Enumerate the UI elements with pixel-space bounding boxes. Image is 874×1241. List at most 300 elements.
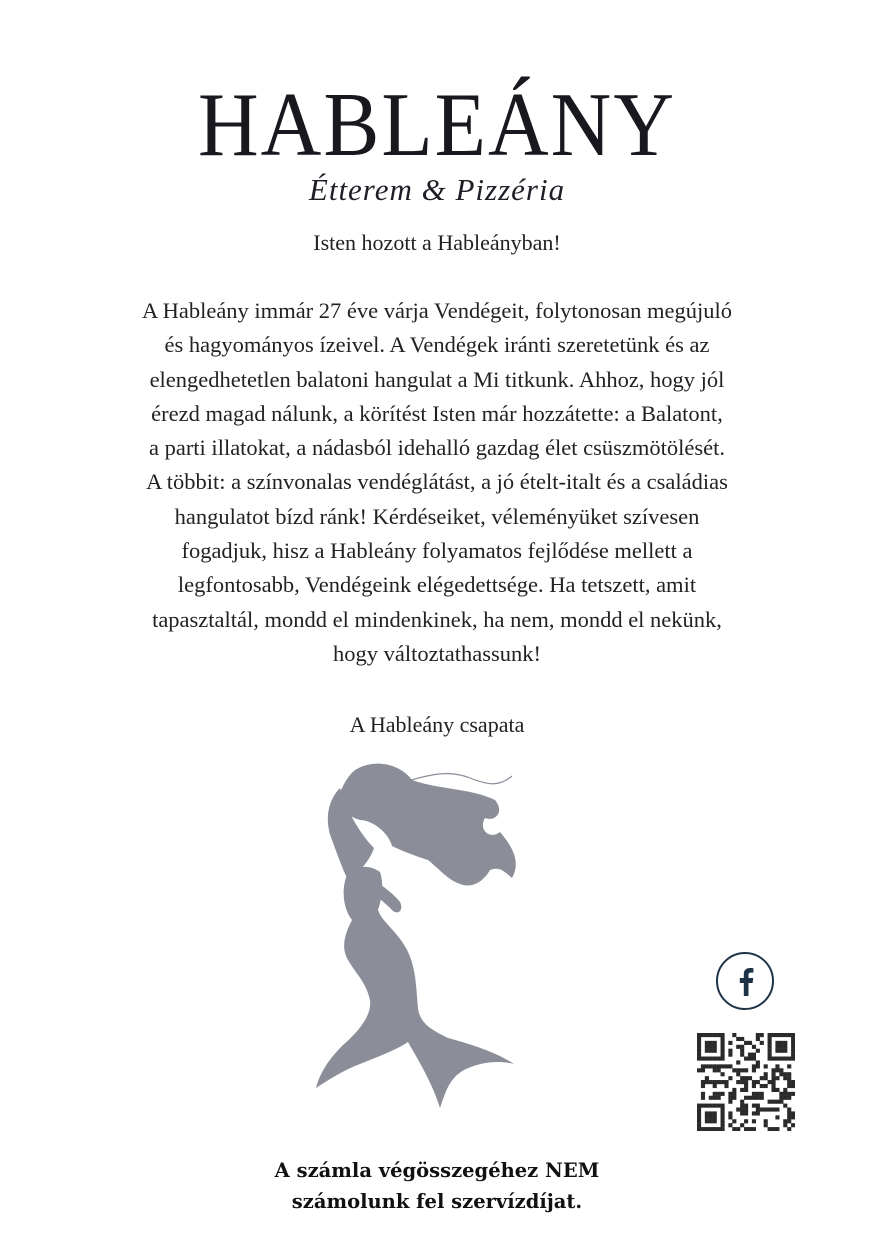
qr-module (752, 1127, 756, 1131)
qr-module (791, 1049, 795, 1053)
qr-module (779, 1068, 783, 1072)
qr-module (732, 1119, 736, 1123)
qr-module (775, 1068, 779, 1072)
qr-module (697, 1119, 701, 1123)
qr-module (744, 1096, 748, 1100)
qr-module (787, 1092, 791, 1096)
welcome-heading: Isten hozott a Hableányban! (313, 230, 561, 255)
qr-module (775, 1064, 779, 1068)
qr-module (740, 1049, 744, 1053)
qr-module (701, 1068, 705, 1072)
qr-module (705, 1076, 709, 1080)
qr-module (713, 1080, 717, 1084)
qr-module (756, 1111, 760, 1115)
qr-module (760, 1092, 764, 1096)
qr-module (717, 1104, 721, 1108)
qr-module (713, 1068, 717, 1072)
qr-module (764, 1123, 768, 1127)
qr-module (787, 1033, 791, 1037)
qr-module (775, 1049, 779, 1053)
qr-module (752, 1119, 756, 1123)
qr-module (728, 1123, 732, 1127)
qr-module (709, 1033, 713, 1037)
qr-module (779, 1092, 783, 1096)
qr-module (744, 1104, 748, 1108)
qr-module (779, 1041, 783, 1045)
qr-module (713, 1115, 717, 1119)
qr-module (705, 1104, 709, 1108)
qr-module (771, 1068, 775, 1072)
qr-module (771, 1057, 775, 1061)
qr-module (713, 1104, 717, 1108)
qr-module (740, 1088, 744, 1092)
qr-module (697, 1111, 701, 1115)
qr-module (717, 1068, 721, 1072)
qr-module (728, 1115, 732, 1119)
qr-module (791, 1033, 795, 1037)
qr-module (787, 1076, 791, 1080)
qr-module (791, 1037, 795, 1041)
paragraph-line: hogy változtathassunk! (332, 640, 542, 666)
qr-module (724, 1080, 728, 1084)
qr-module (771, 1088, 775, 1092)
qr-module (697, 1033, 701, 1037)
qr-module (721, 1115, 725, 1119)
qr-module (779, 1049, 783, 1053)
qr-module (713, 1049, 717, 1053)
qr-module (768, 1053, 772, 1057)
welcome-paragraph (100, 294, 774, 671)
qr-module (721, 1107, 725, 1111)
qr-module (709, 1096, 713, 1100)
facebook-link[interactable] (716, 952, 774, 1010)
qr-module (697, 1115, 701, 1119)
qr-module (697, 1123, 701, 1127)
qr-module (752, 1064, 756, 1068)
qr-module (752, 1111, 756, 1115)
qr-module (701, 1033, 705, 1037)
paragraph-line: a parti illatokat, a nádasból idehalló gazdag élet csüszmötölését. (148, 435, 726, 461)
qr-module (764, 1072, 768, 1076)
qr-module (721, 1033, 725, 1037)
qr-module (728, 1076, 732, 1080)
qr-module (701, 1092, 705, 1096)
paragraph-line: elengedhetetlen balatoni hangulat a Mi titkunk. Ahhoz, hogy jól (149, 366, 725, 392)
qr-module (775, 1033, 779, 1037)
qr-module (775, 1045, 779, 1049)
qr-module (721, 1057, 725, 1061)
brand-title: HABLEÁNY (198, 75, 676, 176)
qr-module (787, 1107, 791, 1111)
qr-module (697, 1068, 701, 1072)
qr-module (701, 1127, 705, 1131)
qr-module (721, 1080, 725, 1084)
qr-module (717, 1057, 721, 1061)
qr-module (740, 1068, 744, 1072)
qr-module (787, 1064, 791, 1068)
qr-module (740, 1080, 744, 1084)
qr-module (717, 1064, 721, 1068)
qr-module (771, 1100, 775, 1104)
qr-module (709, 1115, 713, 1119)
qr-module (717, 1092, 721, 1096)
qr-module (787, 1119, 791, 1123)
qr-module (775, 1057, 779, 1061)
qr-module (791, 1115, 795, 1119)
qr-module (752, 1057, 756, 1061)
qr-module (697, 1053, 701, 1057)
qr-module (728, 1092, 732, 1096)
qr-module (756, 1060, 760, 1064)
qr-module (728, 1053, 732, 1057)
qr-module (756, 1037, 760, 1041)
qr-module (713, 1111, 717, 1115)
qr-module (791, 1045, 795, 1049)
qr-module (783, 1045, 787, 1049)
qr-module (764, 1119, 768, 1123)
qr-module (783, 1123, 787, 1127)
qr-module (740, 1053, 744, 1057)
qr-module (717, 1033, 721, 1037)
qr-module (752, 1068, 756, 1072)
qr-module (740, 1100, 744, 1104)
qr-module (697, 1045, 701, 1049)
qr-module (752, 1092, 756, 1096)
qr-module (717, 1096, 721, 1100)
qr-module (775, 1115, 779, 1119)
qr-module (736, 1072, 740, 1076)
qr-module (705, 1064, 709, 1068)
brand-subtitle: Étterem & Pizzéria (308, 172, 566, 207)
qr-module (783, 1076, 787, 1080)
qr-module (713, 1119, 717, 1123)
qr-module (752, 1096, 756, 1100)
qr-module (783, 1041, 787, 1045)
qr-module (779, 1033, 783, 1037)
qr-module (760, 1033, 764, 1037)
qr-module (732, 1096, 736, 1100)
qr-module (791, 1041, 795, 1045)
qr-module (744, 1107, 748, 1111)
qr-module (775, 1076, 779, 1080)
paragraph-line: érezd magad nálunk, a körítést Isten már hozzátette: a Balatont, (151, 400, 723, 426)
qr-module (756, 1064, 760, 1068)
qr-module (697, 1049, 701, 1053)
qr-module (783, 1092, 787, 1096)
qr-module (744, 1080, 748, 1084)
qr-module (728, 1096, 732, 1100)
qr-module (744, 1076, 748, 1080)
qr-module (697, 1037, 701, 1041)
qr-module (732, 1033, 736, 1037)
qr-module (756, 1107, 760, 1111)
qr-module (771, 1084, 775, 1088)
qr-module (744, 1041, 748, 1045)
qr-module (697, 1057, 701, 1061)
qr-module (768, 1080, 772, 1084)
qr-module (709, 1045, 713, 1049)
qr-module (771, 1033, 775, 1037)
qr-module (740, 1111, 744, 1115)
qr-module (709, 1041, 713, 1045)
paragraph-line: fogadjuk, hisz a Hableány folyamatos fejlődése mellett a (181, 538, 693, 564)
qr-module (783, 1049, 787, 1053)
qr-module (728, 1064, 732, 1068)
qr-module (724, 1064, 728, 1068)
qr-module (756, 1080, 760, 1084)
qr-module (721, 1045, 725, 1049)
qr-module (705, 1115, 709, 1119)
qr-module (705, 1033, 709, 1037)
qr-module (701, 1080, 705, 1084)
qr-module (744, 1088, 748, 1092)
qr-module (771, 1107, 775, 1111)
qr-module (771, 1127, 775, 1131)
qr-module (779, 1057, 783, 1061)
qr-module (760, 1084, 764, 1088)
qr-module (787, 1111, 791, 1115)
qr-module (775, 1107, 779, 1111)
qr-module (740, 1076, 744, 1080)
qr-module (760, 1107, 764, 1111)
qr-module (740, 1037, 744, 1041)
qr-module (748, 1096, 752, 1100)
qr-module (724, 1084, 728, 1088)
qr-module (752, 1104, 756, 1108)
qr-module (768, 1037, 772, 1041)
qr-module (775, 1041, 779, 1045)
qr-module (771, 1076, 775, 1080)
qr-module (705, 1119, 709, 1123)
qr-module (705, 1049, 709, 1053)
qr-module (744, 1111, 748, 1115)
qr-module (791, 1080, 795, 1084)
qr-module (713, 1033, 717, 1037)
qr-module (740, 1123, 744, 1127)
qr-module (697, 1041, 701, 1045)
qr-module (748, 1041, 752, 1045)
qr-module (736, 1060, 740, 1064)
qr-module (779, 1100, 783, 1104)
qr-module (721, 1127, 725, 1131)
qr-module (768, 1033, 772, 1037)
qr-module (748, 1127, 752, 1131)
qr-module (709, 1080, 713, 1084)
facebook-icon (731, 965, 759, 997)
qr-module (721, 1049, 725, 1053)
qr-module (752, 1084, 756, 1088)
qr-module (721, 1092, 725, 1096)
qr-module (768, 1100, 772, 1104)
qr-module (721, 1119, 725, 1123)
qr-module (756, 1104, 760, 1108)
qr-module (713, 1092, 717, 1096)
qr-module (701, 1057, 705, 1061)
qr-module (744, 1127, 748, 1131)
qr-module (709, 1127, 713, 1131)
qr-module (787, 1072, 791, 1076)
qr-module (705, 1041, 709, 1045)
qr-module (764, 1076, 768, 1080)
notice-line: számolunk fel szervízdíjat. (291, 1190, 583, 1213)
qr-module (787, 1096, 791, 1100)
qr-module (713, 1064, 717, 1068)
qr-module (748, 1053, 752, 1057)
qr-module (728, 1100, 732, 1104)
qr-module (705, 1111, 709, 1115)
qr-module (752, 1045, 756, 1049)
qr-code-icon[interactable] (697, 1033, 795, 1131)
qr-module (764, 1084, 768, 1088)
qr-module (764, 1064, 768, 1068)
qr-module (756, 1049, 760, 1053)
qr-module (768, 1041, 772, 1045)
qr-module (752, 1053, 756, 1057)
paragraph-line: és hagyományos ízeivel. A Vendégek iránti szeretetünk és az (164, 332, 710, 358)
qr-module (713, 1041, 717, 1045)
qr-module (697, 1104, 701, 1108)
qr-module (768, 1049, 772, 1053)
qr-module (736, 1045, 740, 1049)
qr-module (705, 1080, 709, 1084)
qr-module (697, 1127, 701, 1131)
qr-module (705, 1045, 709, 1049)
qr-module (787, 1115, 791, 1119)
qr-module (728, 1041, 732, 1045)
qr-module (721, 1041, 725, 1045)
qr-module (760, 1076, 764, 1080)
qr-module (701, 1104, 705, 1108)
qr-module (787, 1057, 791, 1061)
service-charge-notice (0, 1155, 874, 1217)
qr-module (728, 1049, 732, 1053)
qr-module (740, 1107, 744, 1111)
qr-module (783, 1072, 787, 1076)
qr-module (791, 1111, 795, 1115)
qr-module (744, 1068, 748, 1072)
qr-module (775, 1088, 779, 1092)
qr-module (728, 1111, 732, 1115)
qr-module (701, 1096, 705, 1100)
notice-line: A számla végösszegéhez NEM (274, 1159, 600, 1182)
qr-module (713, 1127, 717, 1131)
qr-module (713, 1045, 717, 1049)
qr-module (713, 1084, 717, 1088)
qr-module (721, 1064, 725, 1068)
signature: A Hableány csapata (349, 712, 525, 737)
qr-module (768, 1107, 772, 1111)
paragraph-line: hangulatot bízd ránk! Kérdéseiket, véleményüket szívesen (174, 503, 700, 529)
qr-module (791, 1053, 795, 1057)
qr-module (783, 1119, 787, 1123)
qr-module (709, 1119, 713, 1123)
qr-module (768, 1057, 772, 1061)
qr-module (697, 1107, 701, 1111)
qr-module (783, 1088, 787, 1092)
qr-module (775, 1100, 779, 1104)
qr-module (721, 1072, 725, 1076)
qr-module (732, 1092, 736, 1096)
paragraph-line: tapasztaltál, mondd el mindenkinek, ha nem, mondd el nekünk, (152, 606, 722, 632)
qr-module (721, 1037, 725, 1041)
qr-module (736, 1068, 740, 1072)
qr-module (721, 1104, 725, 1108)
qr-module (709, 1057, 713, 1061)
qr-module (779, 1045, 783, 1049)
qr-module (740, 1104, 744, 1108)
qr-module (756, 1096, 760, 1100)
qr-module (721, 1111, 725, 1115)
qr-module (705, 1127, 709, 1131)
paragraph-line: legfontosabb, Vendégeink elégedettsége. Ha tetszett, amit (177, 572, 697, 598)
qr-module (717, 1080, 721, 1084)
qr-module (771, 1080, 775, 1084)
qr-module (783, 1057, 787, 1061)
qr-module (721, 1053, 725, 1057)
qr-module (760, 1041, 764, 1045)
qr-module (709, 1049, 713, 1053)
qr-module (736, 1037, 740, 1041)
qr-module (768, 1045, 772, 1049)
qr-module (779, 1072, 783, 1076)
qr-module (791, 1084, 795, 1088)
paragraph-line: A többit: a színvonalas vendéglátást, a jó ételt-italt és a családias (146, 469, 728, 495)
qr-module (768, 1127, 772, 1131)
qr-module (732, 1127, 736, 1131)
qr-module (713, 1096, 717, 1100)
qr-module (791, 1092, 795, 1096)
mermaid-silhouette-icon (300, 760, 550, 1140)
qr-module (756, 1092, 760, 1096)
qr-module (787, 1084, 791, 1088)
qr-module (705, 1057, 709, 1061)
qr-module (787, 1127, 791, 1131)
qr-module (713, 1057, 717, 1061)
paragraph-line: A Hableány immár 27 éve várja Vendégeit, folytonosan megújuló (141, 298, 733, 323)
qr-module (748, 1076, 752, 1080)
qr-module (756, 1033, 760, 1037)
qr-module (764, 1107, 768, 1111)
qr-module (783, 1096, 787, 1100)
qr-module (721, 1123, 725, 1127)
qr-module (748, 1057, 752, 1061)
qr-module (787, 1080, 791, 1084)
qr-module (791, 1123, 795, 1127)
qr-module (732, 1088, 736, 1092)
qr-module (744, 1119, 748, 1123)
qr-module (791, 1057, 795, 1061)
qr-module (779, 1096, 783, 1100)
qr-module (760, 1096, 764, 1100)
qr-module (717, 1127, 721, 1131)
qr-module (775, 1127, 779, 1131)
qr-module (771, 1072, 775, 1076)
qr-module (701, 1064, 705, 1068)
qr-module (736, 1127, 740, 1131)
qr-module (783, 1033, 787, 1037)
qr-module (744, 1057, 748, 1061)
qr-module (709, 1104, 713, 1108)
qr-module (740, 1045, 744, 1049)
qr-module (732, 1068, 736, 1072)
qr-module (744, 1084, 748, 1088)
qr-module (736, 1080, 740, 1084)
qr-module (752, 1080, 756, 1084)
qr-module (701, 1084, 705, 1088)
qr-module (709, 1111, 713, 1115)
qr-module (736, 1107, 740, 1111)
qr-module (709, 1064, 713, 1068)
